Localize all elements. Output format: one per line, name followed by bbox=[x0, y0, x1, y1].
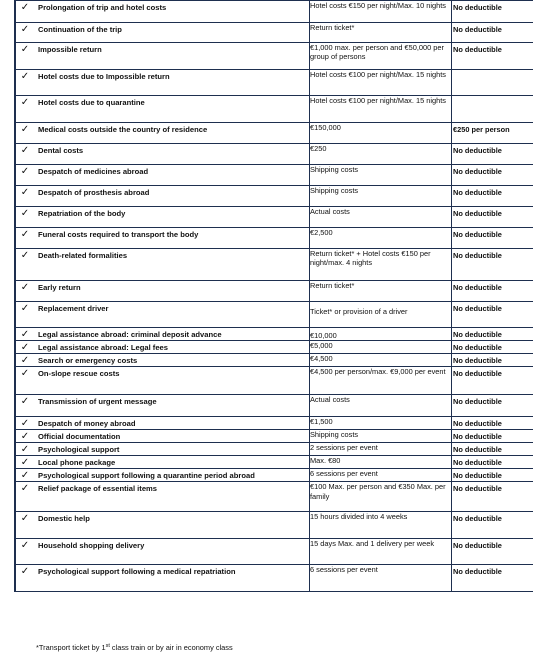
coverage-label: Funeral costs required to transport the body bbox=[34, 228, 310, 249]
check-icon: ✓ bbox=[20, 470, 30, 482]
coverage-deductible: No deductible bbox=[452, 354, 533, 367]
coverage-label: Despatch of prosthesis abroad bbox=[34, 186, 310, 207]
coverage-label: Dental costs bbox=[34, 144, 310, 165]
coverage-limit: €4,500 per person/max. €9,000 per event bbox=[310, 367, 452, 395]
check-cell bbox=[15, 23, 34, 43]
table-row bbox=[15, 430, 533, 443]
coverage-limit: €1,500 bbox=[310, 417, 452, 430]
table-row bbox=[15, 354, 533, 367]
check-cell bbox=[15, 144, 34, 165]
coverage-label: Official documentation bbox=[34, 430, 310, 443]
coverage-limit: Max. €80 bbox=[310, 456, 452, 469]
check-icon: ✓ bbox=[20, 44, 30, 55]
table-row bbox=[15, 482, 533, 512]
check-cell bbox=[15, 96, 34, 123]
check-cell bbox=[15, 469, 34, 482]
table-row bbox=[15, 96, 533, 123]
coverage-label: Household shopping delivery bbox=[34, 539, 310, 565]
table-row bbox=[15, 512, 533, 539]
check-cell bbox=[15, 417, 34, 430]
check-cell bbox=[15, 456, 34, 469]
check-cell bbox=[15, 186, 34, 207]
coverage-limit: Hotel costs €100 per night/Max. 15 nights bbox=[310, 70, 452, 96]
coverage-label: Hotel costs due to Impossible return bbox=[34, 70, 310, 96]
coverage-deductible: No deductible bbox=[452, 341, 533, 354]
check-cell bbox=[15, 341, 34, 354]
table-row bbox=[15, 341, 533, 354]
check-cell bbox=[15, 249, 34, 281]
footnote-text-end: class train or by air in economy class bbox=[109, 643, 233, 652]
coverage-deductible: No deductible bbox=[452, 482, 533, 512]
coverage-deductible: No deductible bbox=[452, 443, 533, 456]
check-icon: ✓ bbox=[20, 71, 30, 82]
table-row bbox=[15, 144, 533, 165]
table-row bbox=[15, 328, 533, 341]
coverage-deductible: No deductible bbox=[452, 539, 533, 565]
coverage-limit: Shipping costs bbox=[310, 430, 452, 443]
table-row bbox=[15, 228, 533, 249]
coverage-deductible: No deductible bbox=[452, 228, 533, 249]
check-icon: ✓ bbox=[20, 250, 30, 261]
coverage-limit: 15 hours divided into 4 weeks bbox=[310, 512, 452, 539]
check-cell bbox=[15, 281, 34, 302]
check-icon: ✓ bbox=[20, 513, 30, 525]
check-icon: ✓ bbox=[20, 329, 30, 340]
check-icon: ✓ bbox=[20, 166, 30, 177]
coverage-deductible: No deductible bbox=[452, 281, 533, 302]
coverage-limit: Shipping costs bbox=[310, 165, 452, 186]
table-row bbox=[15, 281, 533, 302]
table-row bbox=[15, 186, 533, 207]
coverage-label: Repatriation of the body bbox=[34, 207, 310, 228]
coverage-limit: €2,500 bbox=[310, 228, 452, 249]
table-row bbox=[15, 302, 533, 328]
check-icon: ✓ bbox=[20, 355, 30, 367]
check-icon: ✓ bbox=[20, 396, 30, 408]
coverage-deductible: €250 per person bbox=[452, 123, 533, 144]
coverage-limit: 6 sessions per event bbox=[310, 565, 452, 592]
check-cell bbox=[15, 302, 34, 328]
coverage-label: Death-related formalities bbox=[34, 249, 310, 281]
coverage-label: Despatch of money abroad bbox=[34, 417, 310, 430]
table-row bbox=[15, 565, 533, 592]
check-icon: ✓ bbox=[20, 303, 30, 314]
coverage-label: Early return bbox=[34, 281, 310, 302]
check-icon: ✓ bbox=[20, 24, 30, 35]
coverage-limit: €5,000 bbox=[310, 341, 452, 354]
check-icon: ✓ bbox=[20, 566, 30, 578]
coverage-limit: 2 sessions per event bbox=[310, 443, 452, 456]
check-cell bbox=[15, 443, 34, 456]
coverage-deductible: No deductible bbox=[452, 302, 533, 328]
footnote-text: *Transport ticket by 1 bbox=[36, 643, 106, 652]
check-icon: ✓ bbox=[20, 2, 30, 13]
coverage-label: Psychological support bbox=[34, 443, 310, 456]
check-icon: ✓ bbox=[20, 418, 30, 430]
coverage-deductible: No deductible bbox=[452, 367, 533, 395]
coverage-limit: 6 sessions per event bbox=[310, 469, 452, 482]
check-cell bbox=[15, 565, 34, 592]
coverage-limit: €150,000 bbox=[310, 123, 452, 144]
coverage-label: Impossible return bbox=[34, 43, 310, 70]
check-cell bbox=[15, 512, 34, 539]
check-icon: ✓ bbox=[20, 187, 30, 198]
coverage-deductible: No deductible bbox=[452, 565, 533, 592]
check-icon: ✓ bbox=[20, 431, 30, 443]
coverage-limit: Actual costs bbox=[310, 207, 452, 228]
footnote-superscript: st bbox=[105, 643, 110, 649]
check-icon: ✓ bbox=[20, 368, 30, 380]
check-icon: ✓ bbox=[20, 444, 30, 456]
coverage-limit: €1,000 max. per person and €50,000 per group of persons bbox=[310, 43, 452, 70]
check-cell bbox=[15, 482, 34, 512]
check-icon: ✓ bbox=[20, 342, 30, 354]
check-cell bbox=[15, 70, 34, 96]
table-row bbox=[15, 23, 533, 43]
table-row bbox=[15, 469, 533, 482]
coverage-deductible: No deductible bbox=[452, 186, 533, 207]
coverage-limit: Actual costs bbox=[310, 395, 452, 417]
coverage-deductible: No deductible bbox=[452, 165, 533, 186]
check-cell bbox=[15, 1, 34, 23]
table-row bbox=[15, 165, 533, 186]
coverage-deductible: No deductible bbox=[452, 430, 533, 443]
table-row bbox=[15, 367, 533, 395]
footnote bbox=[36, 643, 233, 652]
coverage-deductible: No deductible bbox=[452, 328, 533, 341]
check-icon: ✓ bbox=[20, 97, 30, 108]
check-icon: ✓ bbox=[20, 229, 30, 240]
coverage-deductible bbox=[452, 96, 533, 123]
table-row bbox=[15, 395, 533, 417]
table-row bbox=[15, 417, 533, 430]
coverage-limit: €250 bbox=[310, 144, 452, 165]
coverage-limit: Return ticket* bbox=[310, 281, 452, 302]
coverage-limit: €10,000 bbox=[310, 328, 452, 341]
coverage-label: Legal assistance abroad: Legal fees bbox=[34, 341, 310, 354]
coverage-label: On-slope rescue costs bbox=[34, 367, 310, 395]
check-cell bbox=[15, 430, 34, 443]
table-row bbox=[15, 539, 533, 565]
coverage-label: Hotel costs due to quarantine bbox=[34, 96, 310, 123]
coverage-deductible bbox=[452, 70, 533, 96]
check-cell bbox=[15, 123, 34, 144]
check-cell bbox=[15, 328, 34, 341]
coverage-deductible: No deductible bbox=[452, 456, 533, 469]
coverage-label: Transmission of urgent message bbox=[34, 395, 310, 417]
coverage-label: Prolongation of trip and hotel costs bbox=[34, 1, 310, 23]
table-row bbox=[15, 43, 533, 70]
check-icon: ✓ bbox=[20, 282, 30, 293]
check-cell bbox=[15, 228, 34, 249]
coverage-deductible: No deductible bbox=[452, 395, 533, 417]
coverage-label: Replacement driver bbox=[34, 302, 310, 328]
coverage-deductible: No deductible bbox=[452, 249, 533, 281]
coverage-deductible: No deductible bbox=[452, 43, 533, 70]
coverage-label: Relief package of essential items bbox=[34, 482, 310, 512]
table-row bbox=[15, 249, 533, 281]
check-cell bbox=[15, 165, 34, 186]
check-icon: ✓ bbox=[20, 124, 30, 135]
coverage-label: Continuation of the trip bbox=[34, 23, 310, 43]
check-cell bbox=[15, 43, 34, 70]
coverage-table bbox=[14, 0, 533, 592]
table-row bbox=[15, 207, 533, 228]
coverage-deductible: No deductible bbox=[452, 469, 533, 482]
coverage-deductible: No deductible bbox=[452, 1, 533, 23]
table-row bbox=[15, 123, 533, 144]
check-cell bbox=[15, 395, 34, 417]
coverage-limit: Hotel costs €100 per night/Max. 15 nights bbox=[310, 96, 452, 123]
coverage-deductible: No deductible bbox=[452, 417, 533, 430]
table-row bbox=[15, 443, 533, 456]
check-icon: ✓ bbox=[20, 540, 30, 552]
table-row bbox=[15, 1, 533, 23]
coverage-label: Psychological support following a quarantine period abroad bbox=[34, 469, 310, 482]
coverage-label: Despatch of medicines abroad bbox=[34, 165, 310, 186]
check-cell bbox=[15, 207, 34, 228]
coverage-label: Legal assistance abroad: criminal deposit advance bbox=[34, 328, 310, 341]
coverage-limit: 15 days Max. and 1 delivery per week bbox=[310, 539, 452, 565]
coverage-deductible: No deductible bbox=[452, 23, 533, 43]
table-row bbox=[15, 456, 533, 469]
coverage-limit: €100 Max. per person and €350 Max. per family bbox=[310, 482, 452, 512]
coverage-label: Search or emergency costs bbox=[34, 354, 310, 367]
check-icon: ✓ bbox=[20, 208, 30, 219]
check-icon: ✓ bbox=[20, 483, 30, 495]
coverage-label: Medical costs outside the country of residence bbox=[34, 123, 310, 144]
coverage-limit: Return ticket* + Hotel costs €150 per night/max. 4 nights bbox=[310, 249, 452, 281]
coverage-limit: Hotel costs €150 per night/Max. 10 nights bbox=[310, 1, 452, 23]
coverage-limit: Shipping costs bbox=[310, 186, 452, 207]
coverage-label: Psychological support following a medical repatriation bbox=[34, 565, 310, 592]
table-row bbox=[15, 70, 533, 96]
coverage-limit: €4,500 bbox=[310, 354, 452, 367]
coverage-limit: Return ticket* bbox=[310, 23, 452, 43]
coverage-label: Local phone package bbox=[34, 456, 310, 469]
coverage-deductible: No deductible bbox=[452, 512, 533, 539]
check-cell bbox=[15, 354, 34, 367]
check-icon: ✓ bbox=[20, 145, 30, 156]
check-cell bbox=[15, 539, 34, 565]
coverage-label: Domestic help bbox=[34, 512, 310, 539]
coverage-limit: Ticket* or provision of a driver bbox=[310, 302, 452, 328]
coverage-deductible: No deductible bbox=[452, 207, 533, 228]
coverage-deductible: No deductible bbox=[452, 144, 533, 165]
check-cell bbox=[15, 367, 34, 395]
check-icon: ✓ bbox=[20, 457, 30, 469]
